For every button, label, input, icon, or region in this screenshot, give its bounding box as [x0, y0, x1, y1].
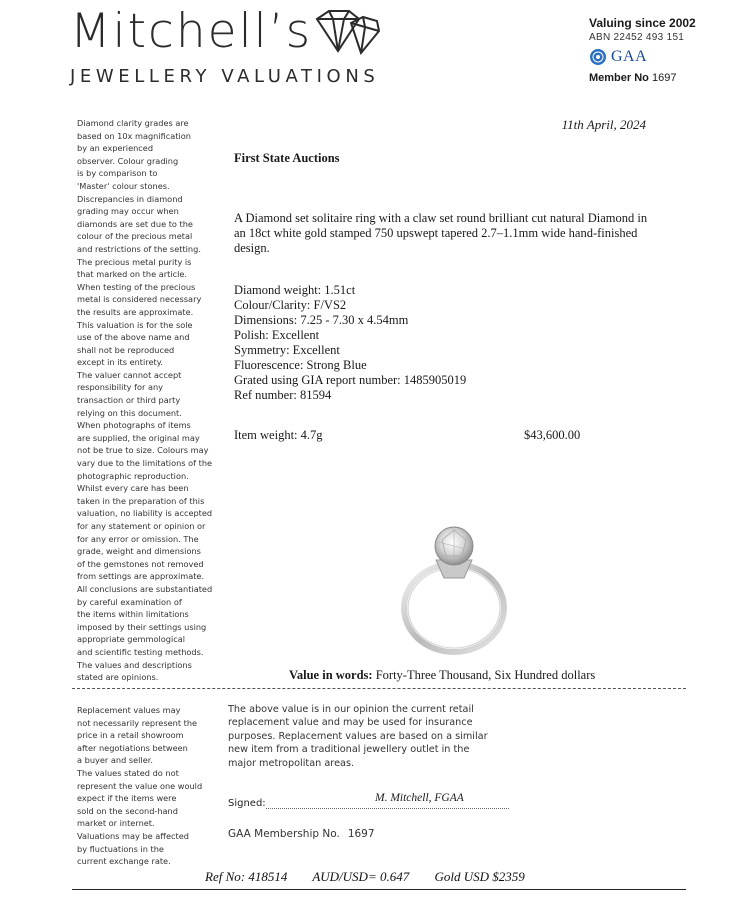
disclaimer-line: Valuations may be affected: [77, 830, 189, 841]
disclaimer-line: for any error or omission. The: [77, 533, 199, 544]
valuing-since: Valuing since 2002: [589, 16, 696, 30]
disclaimer-text: [77, 117, 222, 684]
disclaimer-line: When photographs of items: [77, 420, 191, 431]
disclaimer-line: responsibility for any: [77, 382, 164, 393]
bottom-rule: [72, 889, 686, 890]
disclaimer-line: of the gemstones not removed: [77, 558, 204, 569]
statement-line: major metropolitan areas.: [228, 757, 355, 769]
disclaimer-line: a buyer and seller.: [77, 755, 153, 766]
disclaimer-line: appropriate gemmological: [77, 634, 186, 645]
gaa-membership: [228, 828, 375, 840]
disclaimer-line: Whilst every care has been: [77, 483, 189, 494]
disclaimer-line: photographic reproduction.: [77, 470, 189, 481]
signature-line: [266, 808, 509, 809]
disclaimer-line: Diamond clarity grades are: [77, 118, 189, 128]
disclaimer-line: colour of the precious metal: [77, 231, 193, 242]
disclaimer-line: is by comparison to: [77, 168, 158, 179]
disclaimer-line: observer. Colour grading: [77, 155, 179, 166]
signer-name: M. Mitchell, FGAA: [375, 792, 464, 804]
disclaimer-line: not be true to size. Colours may: [77, 445, 209, 456]
gold-price: Gold USD $2359: [434, 869, 525, 884]
exchange-rate: AUD/USD= 0.647: [312, 869, 410, 884]
disclaimer-line: based on 10x magnification: [77, 130, 191, 141]
disclaimer-line: from settings are approximate.: [77, 571, 205, 582]
disclaimer-line: This valuation is for the sole: [77, 319, 193, 330]
disclaimer-line: price in a retail showroom: [77, 730, 184, 741]
disclaimer-line: grade, weight and dimensions: [77, 546, 201, 557]
statement-line: The above value is in our opinion the current retail: [228, 704, 474, 715]
gaa-text: GAA: [611, 48, 648, 65]
spec-line: Symmetry: Excellent: [234, 343, 340, 357]
gaa-seal-icon: [589, 48, 607, 66]
disclaimer-line: When testing of the precious: [77, 281, 196, 292]
valuation-statement: [228, 703, 508, 770]
replacement-disclaimer: [77, 704, 227, 868]
disclaimer-line: and restrictions of the setting.: [77, 243, 201, 254]
spec-line: Ref number: 81594: [234, 388, 332, 402]
brand-subtitle: JEWELLERY VALUATIONS: [70, 66, 380, 87]
disclaimer-line: are supplied, the original may: [77, 432, 200, 443]
disclaimer-line: All conclusions are substantiated: [77, 583, 213, 594]
member-label: Member No: [589, 72, 649, 84]
disclaimer-line: market or internet.: [77, 818, 155, 829]
header-credentials: [589, 16, 729, 84]
footer-info: [205, 869, 547, 885]
disclaimer-line: valuation, no liability is accepted: [77, 508, 213, 519]
ring-photo: [392, 520, 512, 670]
valuation-date: 11th April, 2024: [561, 117, 646, 132]
disclaimer-line: represent the value one would: [77, 780, 203, 791]
member-number: [589, 72, 729, 84]
disclaimer-line: and scientific testing methods.: [77, 646, 204, 657]
disclaimer-line: relying on this document.: [77, 407, 182, 418]
disclaimer-line: expect if the items were: [77, 793, 177, 804]
disclaimer-line: except in its entirety.: [77, 357, 163, 368]
disclaimer-line: Replacement values may: [77, 705, 181, 715]
section-divider: [72, 688, 686, 689]
disclaimer-line: imposed by their settings using: [77, 621, 207, 632]
disclaimer-line: vary due to the limitations of the: [77, 458, 213, 469]
value-in-words-text: Forty-Three Thousand, Six Hundred dollars: [375, 668, 596, 682]
disclaimer-line: current exchange rate.: [77, 856, 171, 867]
diamond-logo-icon: [311, 9, 383, 55]
gaa-logo: [589, 46, 729, 68]
valuation-price: $43,600.00: [524, 428, 581, 442]
disclaimer-line: diamonds are set due to the: [77, 218, 193, 229]
disclaimer-line: by an experienced: [77, 143, 154, 154]
spec-line: Diamond weight: 1.51ct: [234, 283, 356, 297]
value-in-words: [289, 668, 595, 683]
spec-line: Polish: Excellent: [234, 328, 320, 342]
client-name: First State Auctions: [234, 151, 340, 165]
statement-line: purposes. Replacement values are based on a similar: [228, 730, 488, 742]
disclaimer-line: The values and descriptions: [77, 659, 192, 670]
disclaimer-line: stated are opinions.: [77, 672, 159, 683]
disclaimer-line: that marked on the article.: [77, 269, 187, 280]
disclaimer-line: by fluctuations in the: [77, 843, 164, 854]
disclaimer-line: the items within limitations: [77, 609, 189, 620]
disclaimer-line: after negotiations between: [77, 742, 188, 753]
item-description: A Diamond set solitaire ring with a claw set round brilliant cut natural Diamond in an 18ct white gold stamped 750 upswept tapered 2.7–1.1mm wide hand-finished design.: [234, 211, 648, 255]
disclaimer-line: Discrepancies in diamond: [77, 193, 183, 204]
spec-line: Grated using GIA report number: 1485905019: [234, 373, 467, 387]
brand-name: Mitchell’s: [70, 4, 313, 59]
statement-line: new item from a traditional jewellery outlet in the: [228, 744, 470, 756]
spec-line: Colour/Clarity: F/VS2: [234, 298, 347, 312]
item-weight: Item weight: 4.7g: [234, 428, 323, 442]
disclaimer-line: 'Master' colour stones.: [77, 180, 170, 191]
disclaimer-line: metal is considered necessary: [77, 294, 202, 305]
disclaimer-line: shall not be reproduced: [77, 344, 175, 355]
member-value: 1697: [651, 72, 677, 84]
disclaimer-line: The valuer cannot accept: [77, 369, 182, 380]
disclaimer-line: The precious metal purity is: [77, 256, 192, 267]
disclaimer-line: not necessarily represent the: [77, 717, 198, 728]
disclaimer-line: sold on the second-hand: [77, 805, 178, 816]
disclaimer-line: the results are approximate.: [77, 306, 194, 317]
disclaimer-line: transaction or third party: [77, 395, 181, 406]
spec-line: Dimensions: 7.25 - 7.30 x 4.54mm: [234, 313, 409, 327]
ref-number: Ref No: 418514: [205, 869, 288, 884]
disclaimer-line: by careful examination of: [77, 596, 182, 607]
disclaimer-line: for any statement or opinion or: [77, 521, 206, 531]
diamond-specs: [234, 283, 466, 403]
abn-number: ABN 22452 493 151: [589, 32, 685, 43]
spec-line: Fluorescence: Strong Blue: [234, 358, 367, 372]
value-in-words-label: Value in words:: [289, 668, 373, 682]
disclaimer-line: grading may occur when: [77, 206, 179, 217]
gaa-membership-number: 1697: [347, 828, 375, 840]
disclaimer-line: taken in the preparation of this: [77, 495, 205, 506]
statement-line: replacement value and may be used for insurance: [228, 717, 473, 729]
disclaimer-line: use of the above name and: [77, 332, 190, 343]
signed-label: Signed:: [228, 798, 266, 809]
disclaimer-line: The values stated do not: [77, 767, 179, 778]
gaa-membership-label: GAA Membership No.: [228, 828, 340, 840]
